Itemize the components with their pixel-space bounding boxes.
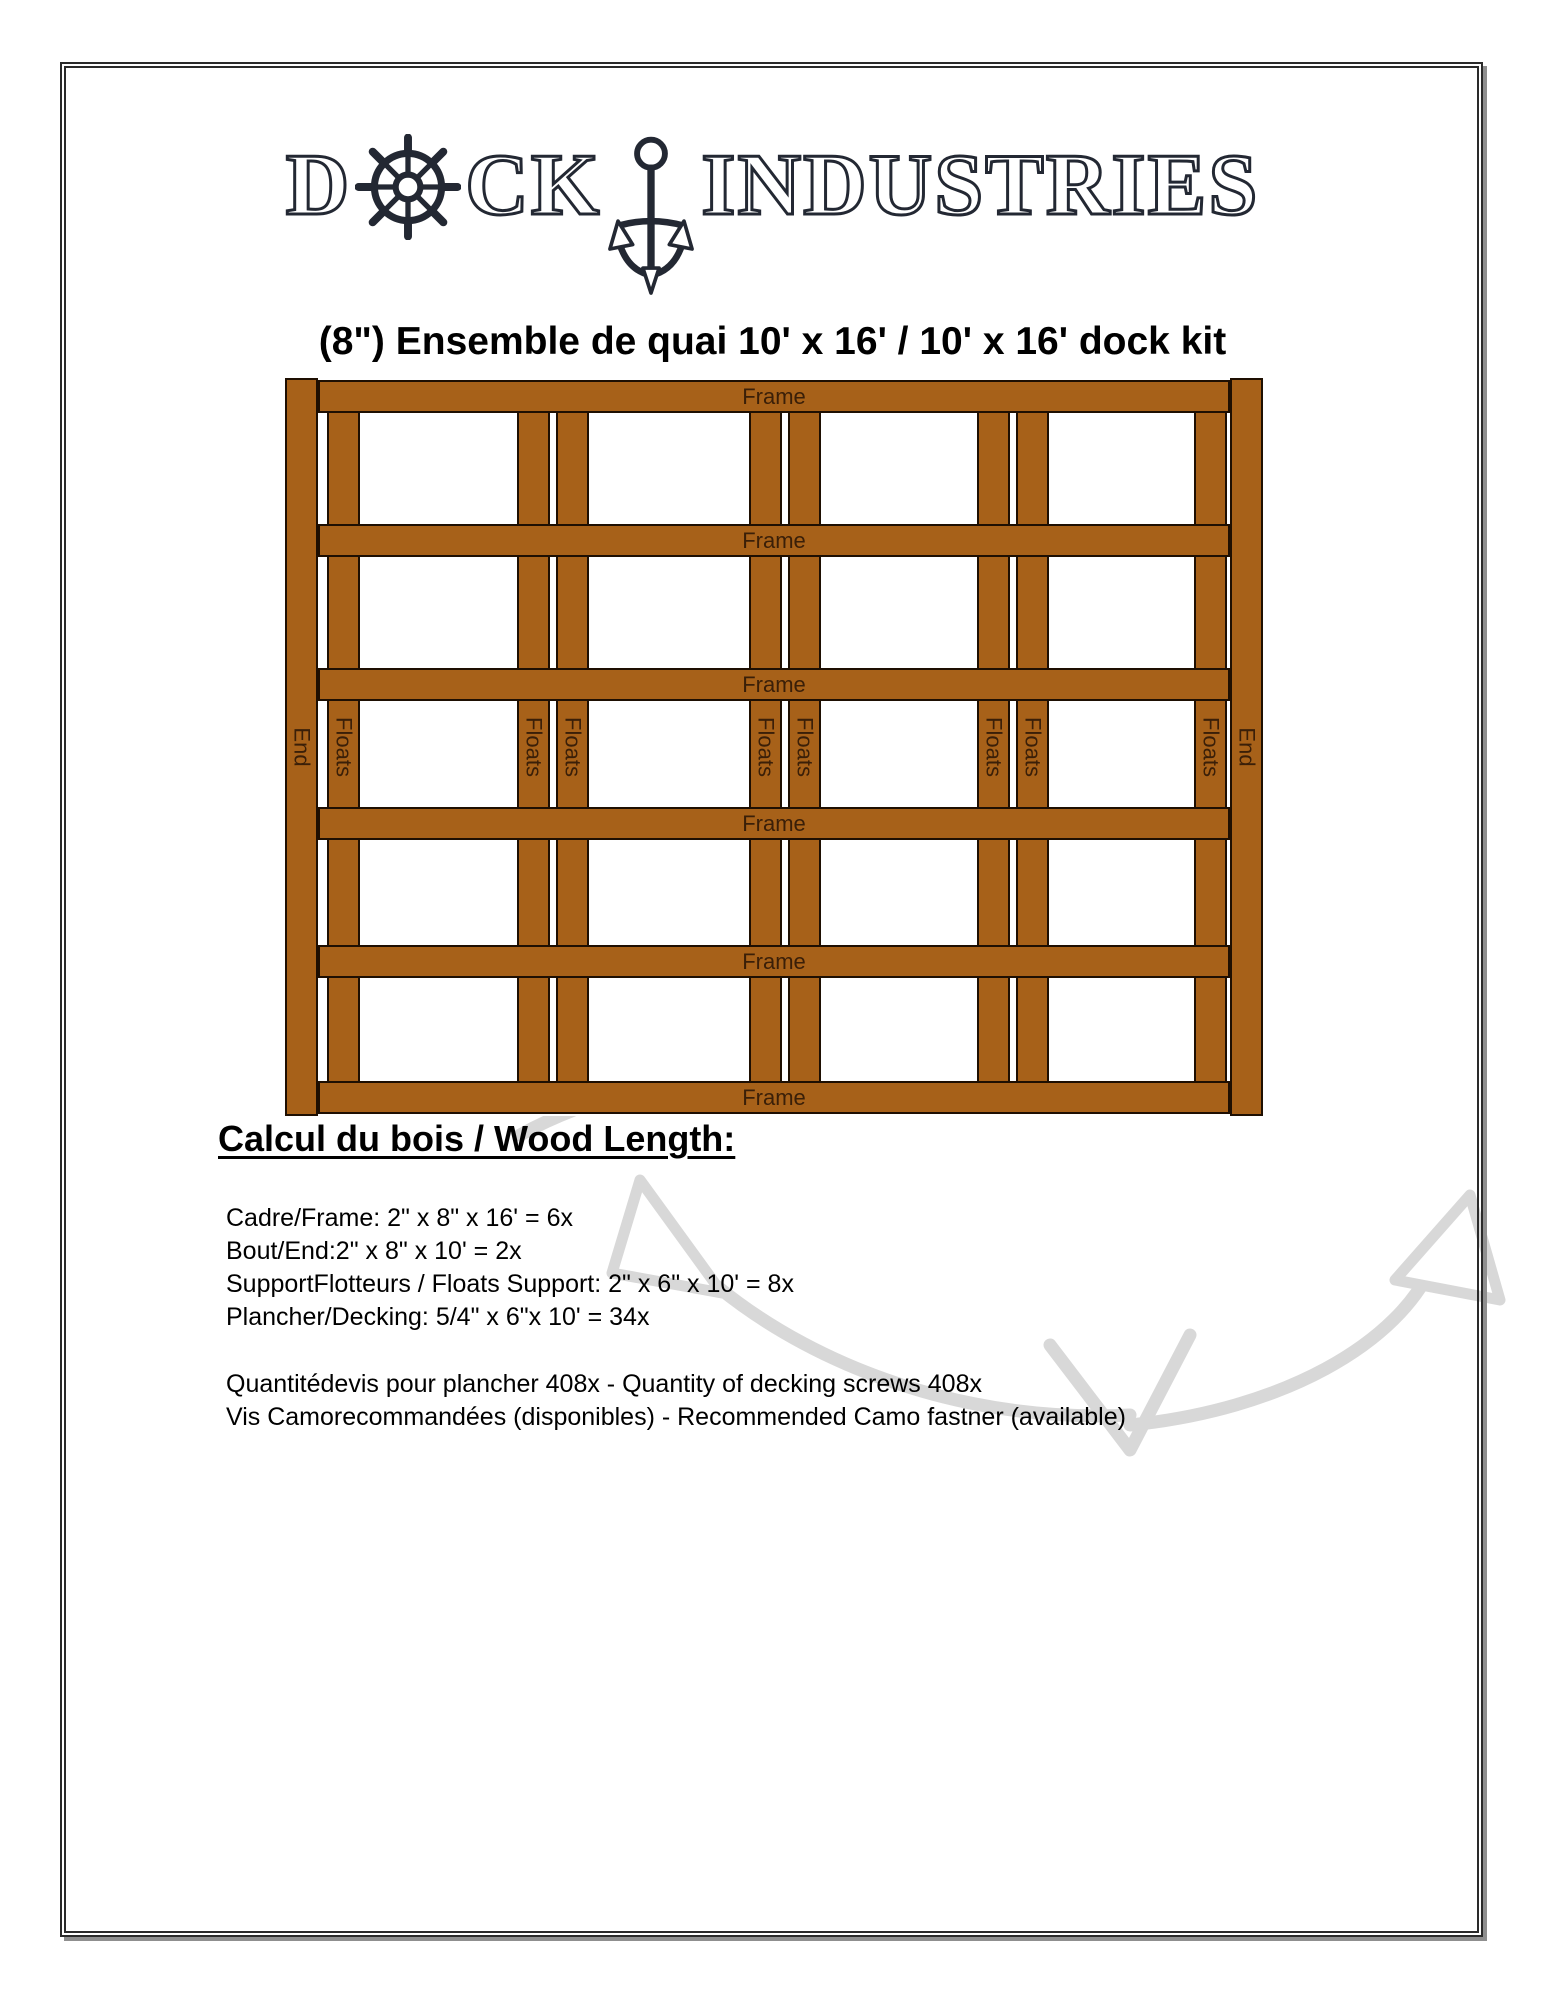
logo	[0, 128, 1545, 302]
frame-label: Frame	[742, 810, 806, 836]
list-line: Plancher/Decking: 5/4" x 6"x 10' = 34x	[226, 1303, 650, 1331]
section-heading: Calcul du bois / Wood Length:	[218, 1118, 736, 1159]
frame-bar	[318, 380, 1230, 413]
end-label: End	[1234, 727, 1260, 767]
note-line: Vis Camorecommandées (disponibles) - Recommended Camo fastner (available)	[226, 1403, 1126, 1431]
frame-bar	[318, 945, 1230, 978]
end-bar-right	[1230, 378, 1263, 1116]
frame-bar	[318, 1081, 1230, 1114]
float-column	[517, 382, 550, 1112]
floats-label: Floats	[1020, 717, 1046, 777]
notes	[226, 1368, 1126, 1434]
note-line: Quantitédevis pour plancher 408x - Quantity of decking screws 408x	[226, 1370, 982, 1398]
frame-label: Frame	[742, 1084, 806, 1110]
floats-label: Floats	[521, 717, 547, 777]
floats-label: Floats	[1198, 717, 1224, 777]
float-column	[749, 382, 782, 1112]
list-line: Bout/End:2" x 8" x 10' = 2x	[226, 1237, 522, 1265]
floats-label: Floats	[981, 717, 1007, 777]
frame-bar	[318, 807, 1230, 840]
wood-length-list	[226, 1202, 794, 1334]
frame-bar	[318, 668, 1230, 701]
page-title: (8") Ensemble de quai 10' x 16' / 10' x 16' dock kit	[318, 320, 1227, 363]
frame-label: Frame	[742, 948, 806, 974]
floats-label: Floats	[331, 717, 357, 777]
frame-bar	[318, 524, 1230, 557]
ship-wheel-icon	[355, 134, 461, 240]
list-line: Cadre/Frame: 2" x 8" x 16' = 6x	[226, 1204, 573, 1232]
float-column	[788, 382, 821, 1112]
floats-label: Floats	[560, 717, 586, 777]
floats-label: Floats	[792, 717, 818, 777]
dock-diagram	[285, 378, 1263, 1116]
frame-label: Frame	[742, 383, 806, 409]
anchor-icon	[607, 130, 695, 302]
float-column	[1016, 382, 1049, 1112]
end-bar-left	[285, 378, 318, 1116]
frame-label: Frame	[742, 671, 806, 697]
logo-letter-industries: INDUSTRIES	[701, 137, 1260, 234]
frame-label: Frame	[742, 527, 806, 553]
logo-letter-d: D	[285, 137, 352, 234]
float-column	[1194, 382, 1227, 1112]
float-column	[977, 382, 1010, 1112]
logo-letter-ck: CK	[465, 137, 602, 234]
end-label: End	[289, 727, 315, 767]
float-column	[327, 382, 360, 1112]
float-column	[556, 382, 589, 1112]
floats-label: Floats	[753, 717, 779, 777]
list-line: SupportFlotteurs / Floats Support: 2" x 6" x 10' = 8x	[226, 1270, 794, 1298]
